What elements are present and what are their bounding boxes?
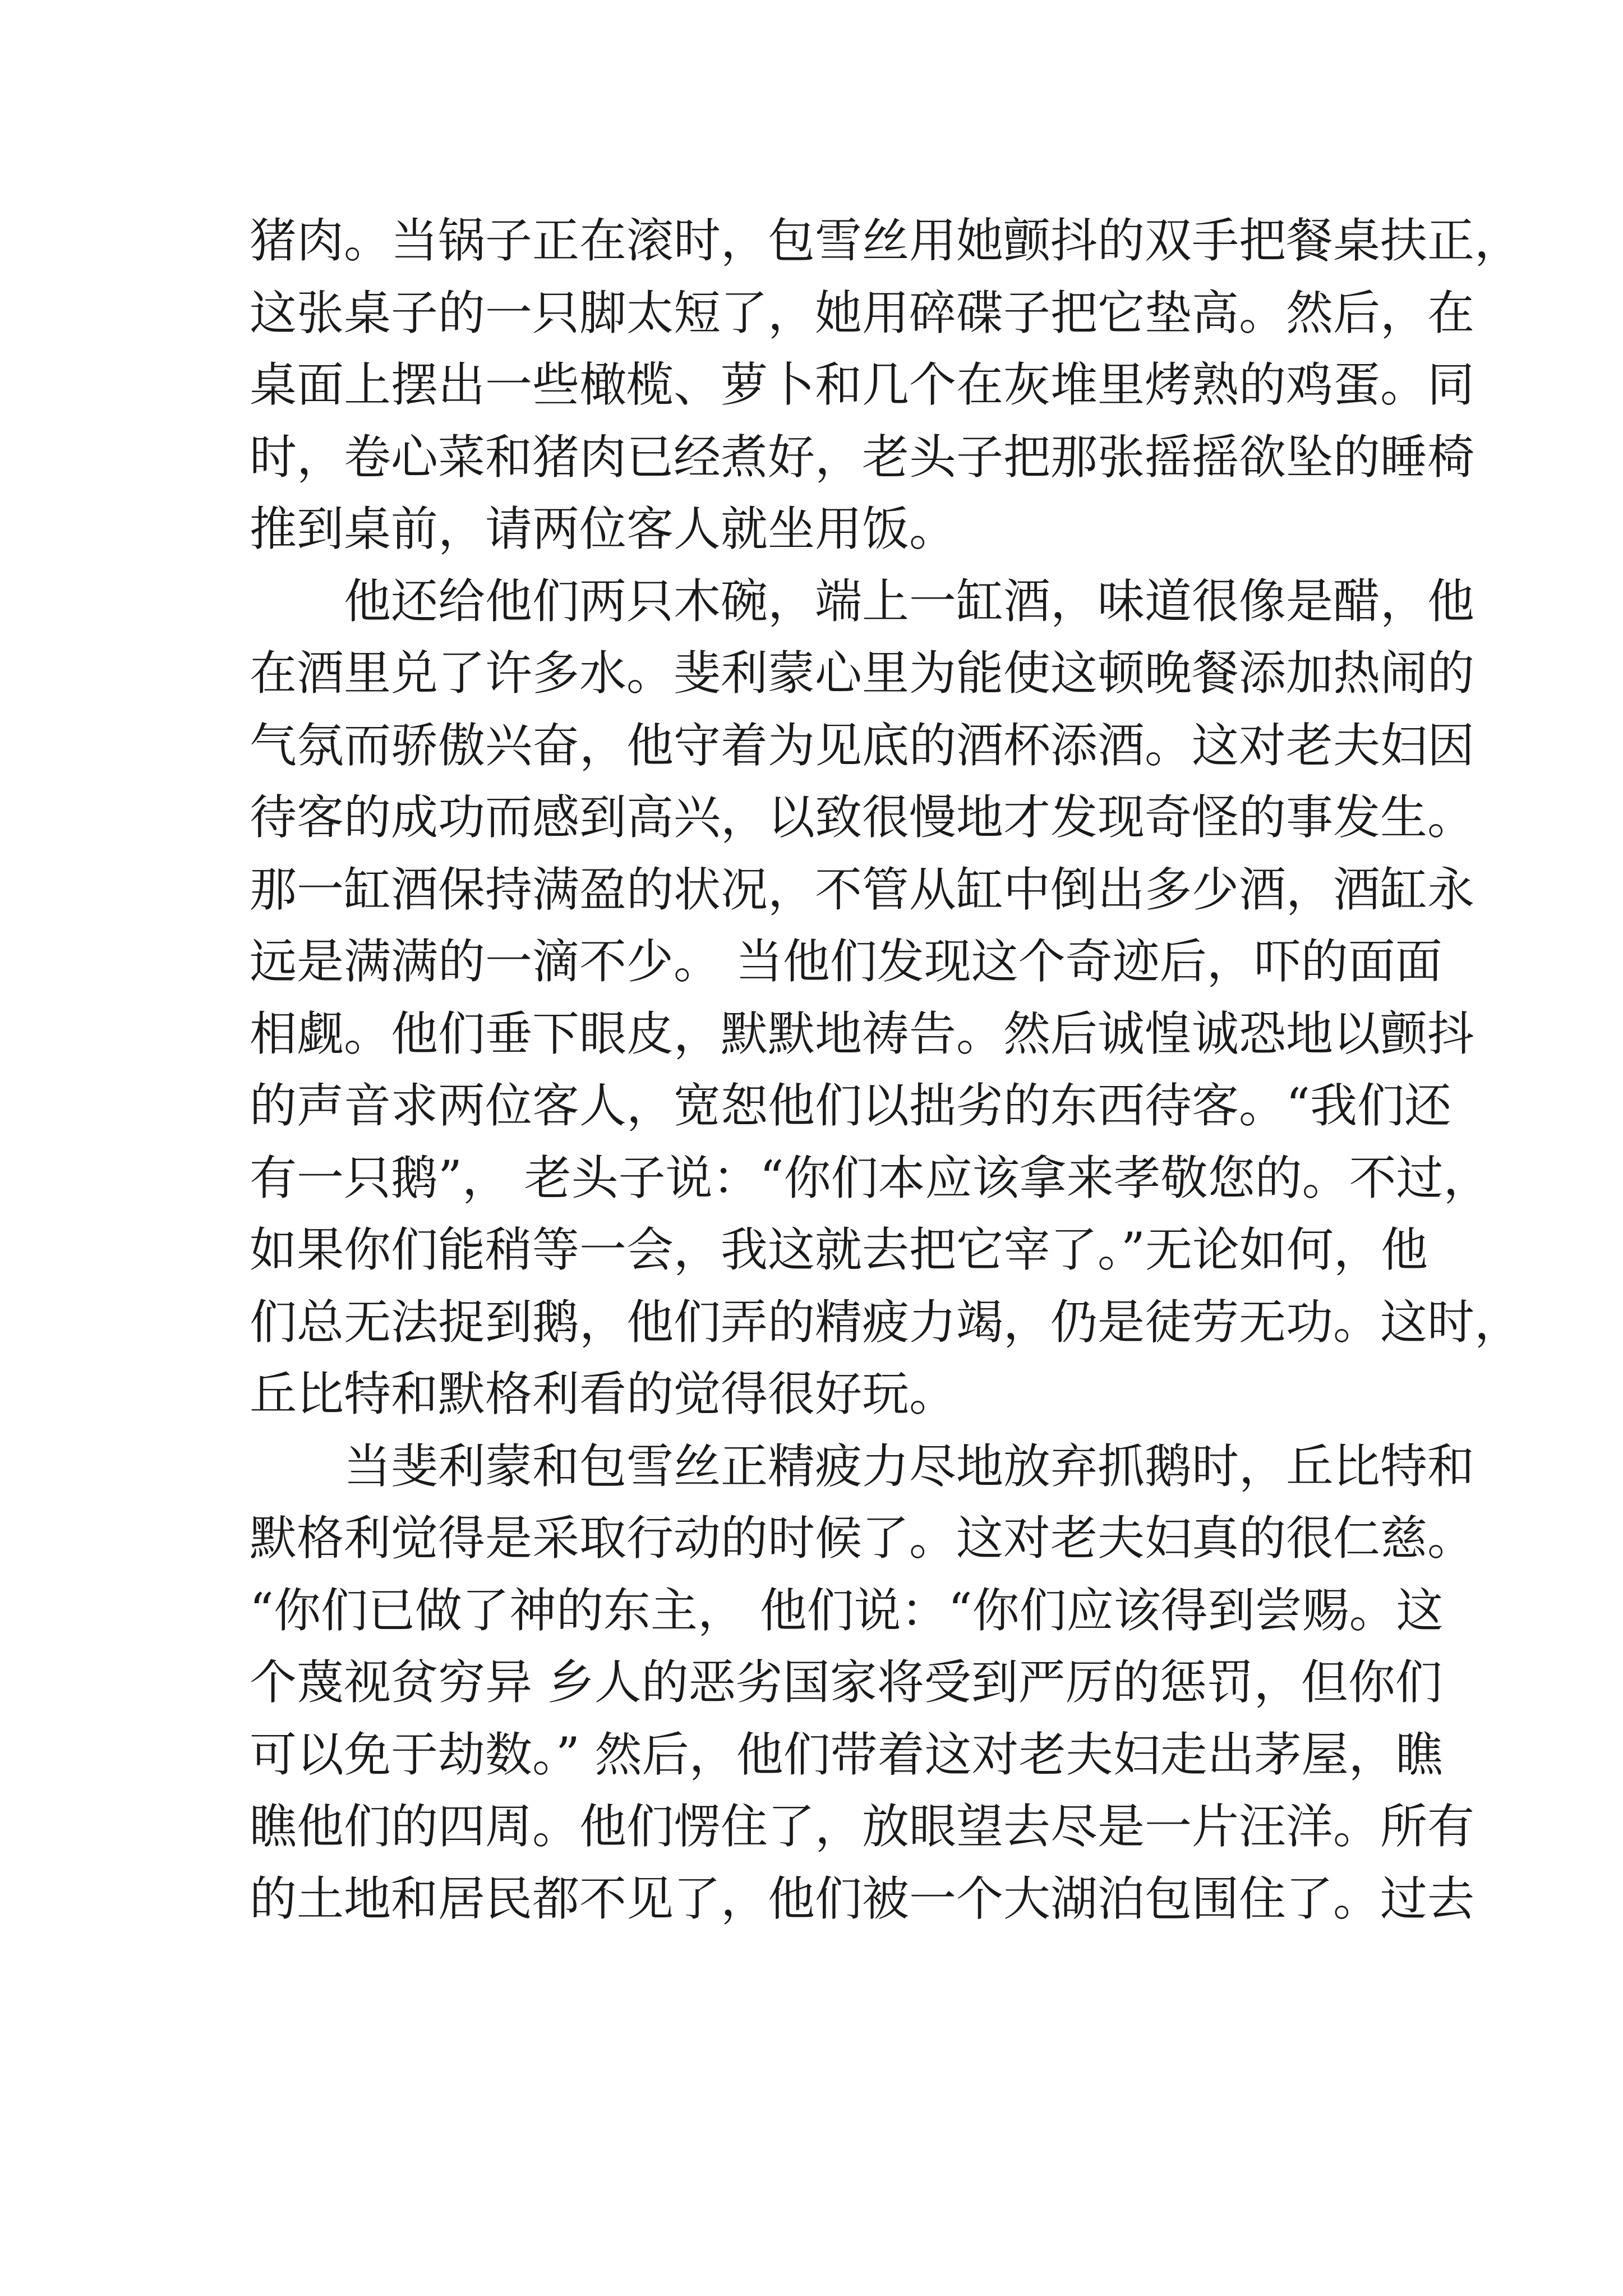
text-line: 个蔑视贫穷异 乡人的恶劣国家将受到严厉的惩罚，但你们 xyxy=(250,1655,1442,1710)
text-line: 的土地和居民都不见了，他们被一个大湖泊包围住了。过去 xyxy=(250,1871,1475,1926)
text-line: 的声音求两位客人，宽恕他们以拙劣的东西待客。“我们还 xyxy=(250,1078,1451,1133)
paragraph-3 xyxy=(250,1430,1475,1935)
text-line: 桌面上摆出一些橄榄、萝卜和几个在灰堆里烤熟的鸡蛋。同 xyxy=(250,357,1475,412)
text-line: 如果你们能稍等一会，我这就去把它宰了。”无论如何，他 xyxy=(250,1222,1428,1277)
text-line: 可以免于劫数。” 然后，他们带着这对老夫妇走出茅屋，瞧 xyxy=(250,1727,1443,1782)
text-line: 他还给他们两只木碗，端上一缸酒，味道很像是醋，他 xyxy=(344,573,1475,629)
text-line: 相觑。他们垂下眼皮，默默地祷告。然后诚惶诚恐地以颤抖 xyxy=(250,1006,1475,1061)
text-line: 默格利觉得是采取行动的时候了。这对老夫妇真的很仁慈。 xyxy=(250,1511,1475,1566)
text-line: 远是满满的一滴不少。 当他们发现这个奇迹后，吓的面面 xyxy=(250,934,1442,989)
text-line: 那一缸酒保持满盈的状况，不管从缸中倒出多少酒，酒缸永 xyxy=(250,862,1475,917)
text-line: 推到桌前，请两位客人就坐用饭。 xyxy=(250,501,957,556)
text-line: 这张桌子的一只脚太短了，她用碎碟子把它垫高。然后，在 xyxy=(250,285,1475,341)
text-line: 瞧他们的四周。他们愣住了，放眼望去尽是一片汪洋。所有 xyxy=(250,1799,1475,1854)
text-line: 猪肉。当锅子正在滚时，包雪丝用她颤抖的双手把餐桌扶正， xyxy=(250,213,1522,268)
text-line: 在酒里兑了许多水。斐利蒙心里为能使这顿晚餐添加热闹的 xyxy=(250,646,1475,701)
body-text xyxy=(250,205,1522,1935)
text-line: 有一只鹅”， 老头子说：“你们本应该拿来孝敬您的。不过， xyxy=(250,1150,1491,1205)
text-line: 当斐利蒙和包雪丝正精疲力尽地放弃抓鹅时，丘比特和 xyxy=(344,1438,1475,1494)
text-line: 时，卷心菜和猪肉已经煮好，老头子把那张摇摇欲坠的睡椅 xyxy=(250,429,1475,485)
text-line: 们总无法捉到鹅，他们弄的精疲力竭，仍是徒劳无功。这时， xyxy=(250,1294,1522,1350)
text-line: 气氛而骄傲兴奋，他守着为见底的酒杯添酒。这对老夫妇因 xyxy=(250,717,1475,773)
text-line: “你们已做了神的东主， 他们说：“你们应该得到尝赐。这 xyxy=(250,1582,1444,1638)
paragraph-2 xyxy=(250,565,1522,1430)
text-line: 丘比特和默格利看的觉得很好玩。 xyxy=(250,1366,957,1421)
paragraph-1 xyxy=(250,205,1522,565)
text-line: 待客的成功而感到高兴，以致很慢地才发现奇怪的事发生。 xyxy=(250,790,1475,845)
